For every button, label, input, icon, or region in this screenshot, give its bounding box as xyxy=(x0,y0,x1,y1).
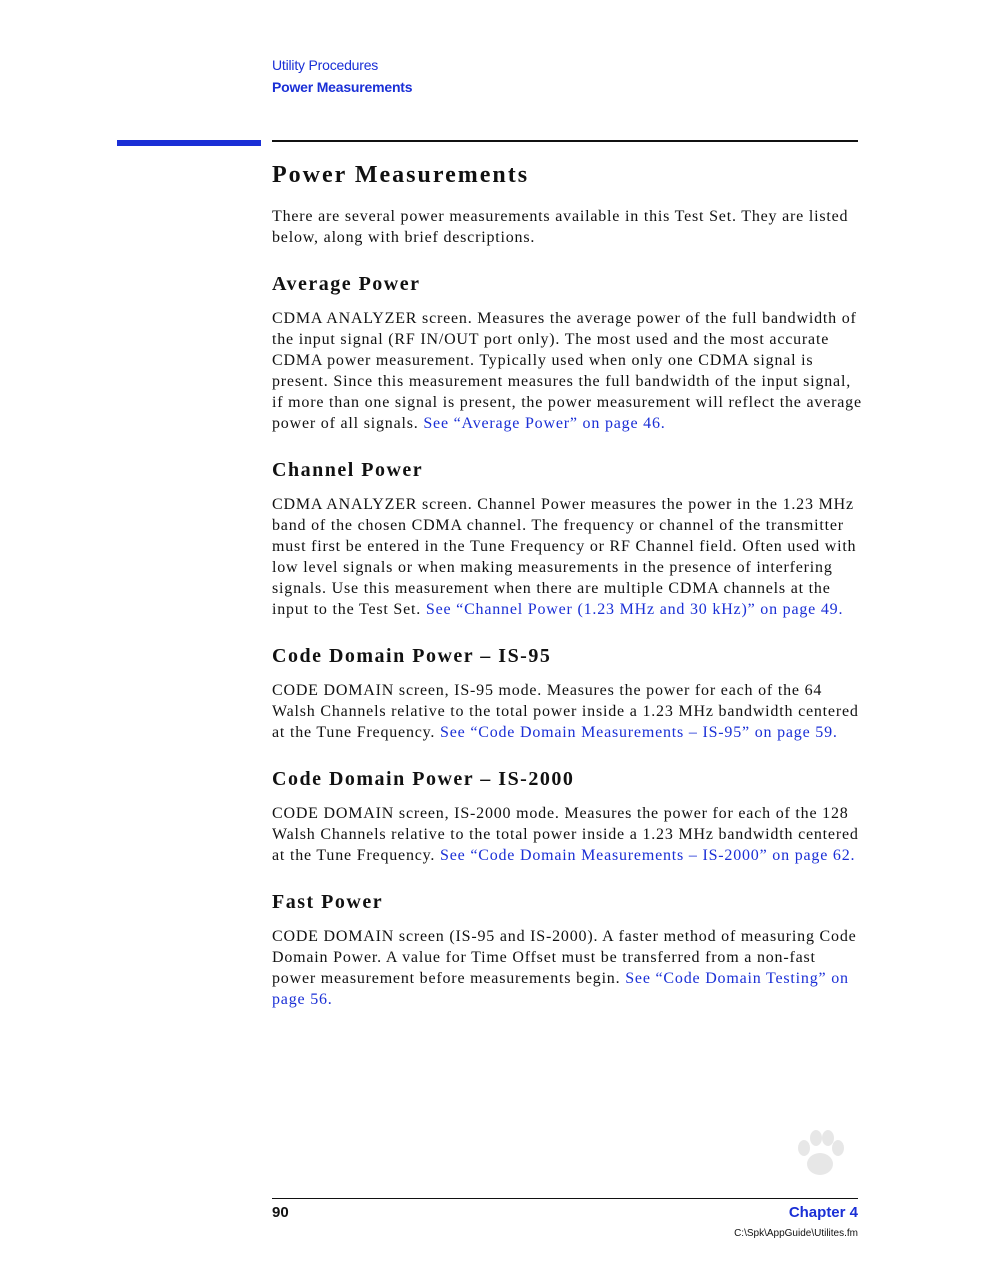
section-heading-code-domain-is2000: Code Domain Power – IS-2000 xyxy=(272,768,575,790)
section-marker-bar xyxy=(117,140,261,146)
running-header-chapter: Utility Procedures xyxy=(272,57,379,73)
section-text: CDMA ANALYZER screen. Channel Power measures the power in the 1.23 MHz band of the chosen CDMA channel. The frequency or channel of the transmitter must first be entered in the Tune Frequency or RF Channel field. Often used with low level signals or when making measurements in the presence of interfering signals. Use this measurement when there are multiple CDMA channels at the input to the Test Set. xyxy=(272,496,857,618)
section-body-code-domain-is2000 xyxy=(272,803,862,866)
section-heading-average-power: Average Power xyxy=(272,273,421,295)
footer-divider xyxy=(272,1198,858,1199)
section-text: CDMA ANALYZER screen. Measures the average power of the full bandwidth of the input signal (RF IN/OUT port only). The most used and the most accurate CDMA power measurement. Typically used when only one CDMA signal is present. Since this measurement measures the full bandwidth of the input signal, if more than one signal is present, the power measurement will reflect the average power of all signals. xyxy=(272,310,862,432)
file-path: C:\Spk\AppGuide\Utilites.fm xyxy=(734,1228,858,1239)
page-title: Power Measurements xyxy=(272,162,530,188)
cross-reference-link[interactable]: See “Code Domain Measurements – IS-95” on page 59. xyxy=(440,724,838,741)
section-body-fast-power xyxy=(272,926,862,1010)
section-heading-channel-power: Channel Power xyxy=(272,459,424,481)
running-header-section: Power Measurements xyxy=(272,79,413,95)
chapter-label: Chapter 4 xyxy=(788,1204,858,1221)
header-divider xyxy=(272,140,858,142)
page-content xyxy=(272,158,862,1032)
paw-icon xyxy=(790,1130,850,1180)
cross-reference-link[interactable]: See “Average Power” on page 46. xyxy=(423,415,666,432)
section-body-code-domain-is95 xyxy=(272,680,862,743)
cross-reference-link[interactable]: See “Code Domain Measurements – IS-2000” on page 62. xyxy=(440,847,856,864)
section-body-average-power xyxy=(272,308,862,434)
cross-reference-link[interactable]: See “Code Domain Testing” on page 56. xyxy=(272,970,849,1008)
running-header xyxy=(272,54,412,98)
section-body-channel-power xyxy=(272,494,862,620)
page-number: 90 xyxy=(272,1204,289,1221)
section-text: CODE DOMAIN screen, IS-2000 mode. Measures the power for each of the 128 Walsh Channels relative to the total power inside a 1.23 MHz bandwidth centered at the Tune Frequency. xyxy=(272,805,859,864)
cross-reference-link[interactable]: See “Channel Power (1.23 MHz and 30 kHz)” on page 49. xyxy=(425,601,844,618)
section-text: CODE DOMAIN screen, IS-95 mode. Measures the power for each of the 64 Walsh Channels relative to the total power inside a 1.23 MHz bandwidth centered at the Tune Frequency. xyxy=(272,682,859,741)
section-heading-fast-power: Fast Power xyxy=(272,891,384,913)
section-heading-code-domain-is95: Code Domain Power – IS-95 xyxy=(272,645,552,667)
intro-paragraph: There are several power measurements available in this Test Set. They are listed below, along with brief descriptions. xyxy=(272,208,849,246)
section-text: CODE DOMAIN screen (IS-95 and IS-2000). A faster method of measuring Code Domain Power. A value for Time Offset must be transferred from a non-fast power measurement before measurements begin. xyxy=(272,928,857,987)
